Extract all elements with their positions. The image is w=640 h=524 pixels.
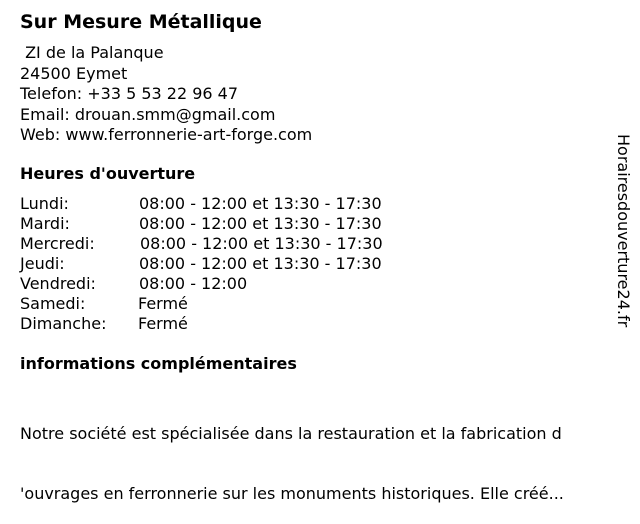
site-watermark: Horairesdouverture24.fr [614, 134, 633, 328]
day-hours: 08:00 - 12:00 et 13:30 - 17:30 [139, 194, 382, 213]
day-label: Samedi: [20, 294, 86, 313]
email-address: Email: drouan.smm@gmail.com [20, 104, 276, 124]
day-label: Dimanche: [20, 314, 107, 333]
additional-info-heading: informations complémentaires [20, 354, 297, 373]
phone-number: Telefon: +33 5 53 22 96 47 [20, 84, 239, 103]
description-line: Notre société est spécialisée dans la restauration et la fabrication d [20, 424, 562, 443]
day-hours: Fermé [138, 314, 188, 333]
address-city: 24500 Eymet [20, 63, 128, 83]
day-hours: 08:00 - 12:00 et 13:30 - 17:30 [139, 254, 382, 273]
day-hours: 08:00 - 12:00 [139, 274, 248, 293]
day-label: Mercredi: [20, 234, 95, 253]
day-label: Vendredi: [20, 274, 96, 293]
day-hours: Fermé [138, 294, 188, 313]
business-name: Sur Mesure Métallique [20, 11, 262, 33]
contact-block [20, 43, 312, 146]
day-label: Mardi: [20, 214, 70, 233]
description-line: 'ouvrages en ferronnerie sur les monuments historiques. Elle créé... [20, 484, 564, 503]
day-hours: 08:00 - 12:00 et 13:30 - 17:30 [139, 214, 382, 233]
day-label: Jeudi: [20, 254, 65, 273]
day-hours: 08:00 - 12:00 et 13:30 - 17:30 [140, 234, 383, 253]
address-street: ZI de la Palanque [20, 43, 164, 62]
business-description [20, 384, 620, 524]
website-url: Web: www.ferronnerie-art-forge.com [20, 125, 313, 144]
opening-hours-heading: Heures d'ouverture [20, 164, 196, 183]
day-label: Lundi: [20, 194, 69, 213]
